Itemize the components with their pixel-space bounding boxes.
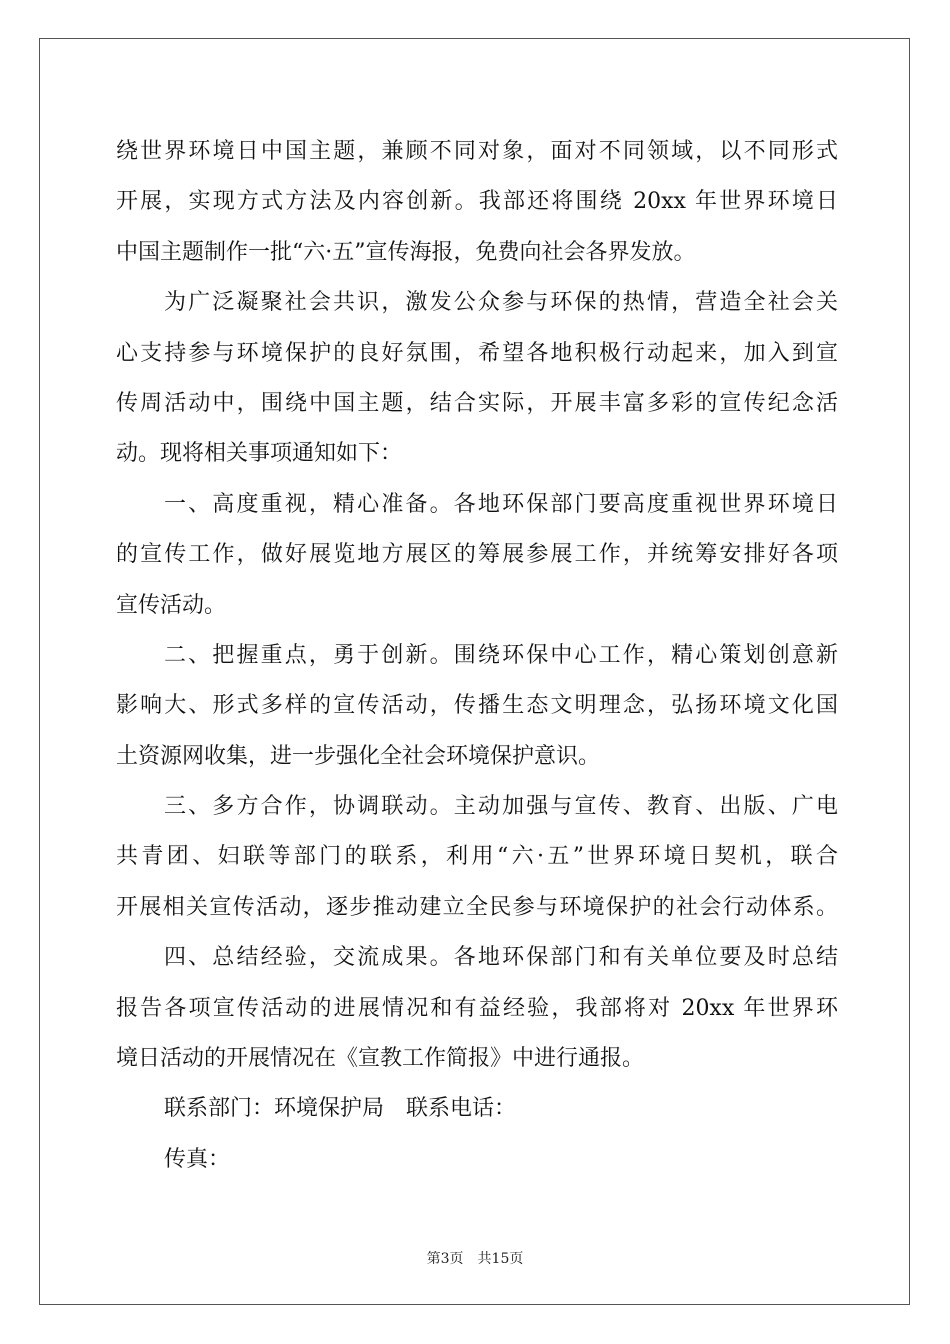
contact-line: 联系部门：环境保护局 联系电话： <box>164 1096 517 1122</box>
text-line: 影响大、形式多样的宣传活动，传播生态文明理念，弘扬环境文化国 <box>116 693 838 719</box>
text-line: 二、把握重点，勇于创新。围绕环保中心工作，精心策划创意新 <box>164 642 838 668</box>
text-line: 开展相关宣传活动，逐步推动建立全民参与环境保护的社会行动体系。 <box>116 894 838 920</box>
page-footer <box>0 1248 950 1268</box>
text-line: 动。现将相关事项通知如下： <box>116 441 403 467</box>
text-line: 开展，实现方式方法及内容创新。我部还将围绕 20xx 年世界环境日 <box>116 189 838 215</box>
text-line: 宣传活动。 <box>116 592 227 618</box>
page-number: 第3页 <box>426 1251 464 1267</box>
text-line: 报告各项宣传活动的进展情况和有益经验，我部将对 20xx 年世界环 <box>116 995 838 1021</box>
page-total: 共15页 <box>477 1251 524 1267</box>
fax-line: 传真： <box>164 1146 231 1172</box>
text-line: 四、总结经验，交流成果。各地环保部门和有关单位要及时总结 <box>164 945 838 971</box>
text-line: 绕世界环境日中国主题，兼顾不同对象，面对不同领域，以不同形式 <box>116 139 838 164</box>
text-line: 共青团、妇联等部门的联系，利用“六·五”世界环境日契机，联合 <box>116 844 838 870</box>
text-line: 心支持参与环境保护的良好氛围，希望各地积极行动起来，加入到宣 <box>116 340 838 366</box>
text-line: 传周活动中，围绕中国主题，结合实际，开展丰富多彩的宣传纪念活 <box>116 390 838 416</box>
text-line: 境日活动的开展情况在《宣教工作简报》中进行通报。 <box>116 1046 645 1072</box>
text-line: 三、多方合作，协调联动。主动加强与宣传、教育、出版、广电 <box>164 794 838 820</box>
text-line: 为广泛凝聚社会共识，激发公众参与环保的热情，营造全社会关 <box>164 290 838 316</box>
text-line: 中国主题制作一批“六·五”宣传海报，免费向社会各界发放。 <box>116 239 696 265</box>
text-line: 一、高度重视，精心准备。各地环保部门要高度重视世界环境日 <box>164 491 838 517</box>
document-body <box>116 127 838 1185</box>
text-line: 的宣传工作，做好展览地方展区的筹展参展工作，并统筹安排好各项 <box>116 542 838 568</box>
text-line: 土资源网收集，进一步强化全社会环境保护意识。 <box>116 743 601 769</box>
